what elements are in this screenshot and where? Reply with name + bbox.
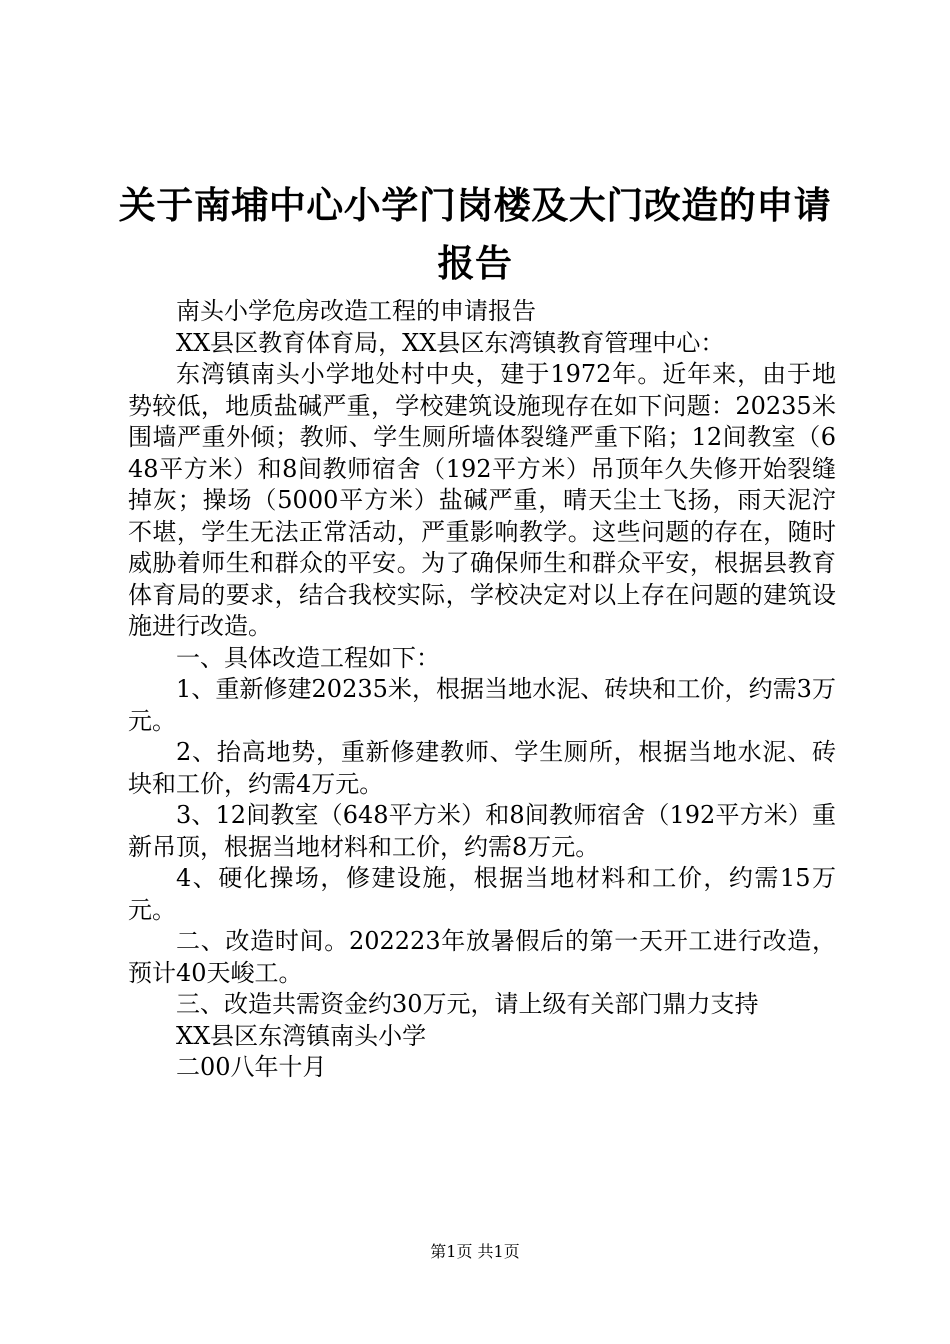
body-paragraph: 一、具体改造工程如下： (176, 643, 440, 672)
body-paragraph: 二、改造时间。202223年放暑假后的第一天开工进行改造，预计40天峻工。 (128, 927, 836, 987)
body-paragraph: XX县区教育体育局，XX县区东湾镇教育管理中心： (176, 328, 725, 357)
page-footer: 第1页 共1页 (430, 1242, 520, 1261)
document-body (128, 296, 836, 1084)
signature-date: 二00八年十月 (176, 1053, 327, 1081)
body-paragraph: 东湾镇南头小学地处村中央，建于1972年。近年来，由于地势较低，地质盐碱严重，学校建筑设施现存在如下问题：20235米围墙严重外倾；教师、学生厕所墙体裂缝严重下陷；12间教室（648平方米）和8间教师宿舍（192平方米）吊顶年久失修开始裂缝掉灰；操场（5000平方米）盐碱严重，晴天尘土飞扬，雨天泥泞不堪，学生无法正常活动，严重影响教学。这些问题的存在，随时威胁着师生和群众的平安。为了确保师生和群众平安，根据县教育体育局的要求，结合我校实际，学校决定对以上存在问题的建筑设施进行改造。 (128, 360, 836, 640)
signature-organization: XX县区东湾镇南头小学 (176, 1021, 427, 1050)
body-paragraph: 1、重新修建20235米，根据当地水泥、砖块和工价，约需3万元。 (128, 675, 836, 735)
body-paragraph: 南头小学危房改造工程的申请报告 (176, 297, 536, 325)
body-paragraph: 3、12间教室（648平方米）和8间教师宿舍（192平方米）重新吊顶，根据当地材料和工价，约需8万元。 (128, 801, 836, 861)
body-paragraph: 三、改造共需资金约30万元，请上级有关部门鼎力支持 (176, 990, 759, 1018)
document-title: 关于南埔中心小学门岗楼及大门改造的申请报告 (118, 183, 832, 285)
body-paragraph: 2、抬高地势，重新修建教师、学生厕所，根据当地水泥、砖块和工价，约需4万元。 (128, 738, 836, 798)
body-paragraph: 4、硬化操场，修建设施，根据当地材料和工价，约需15万元。 (128, 864, 836, 924)
